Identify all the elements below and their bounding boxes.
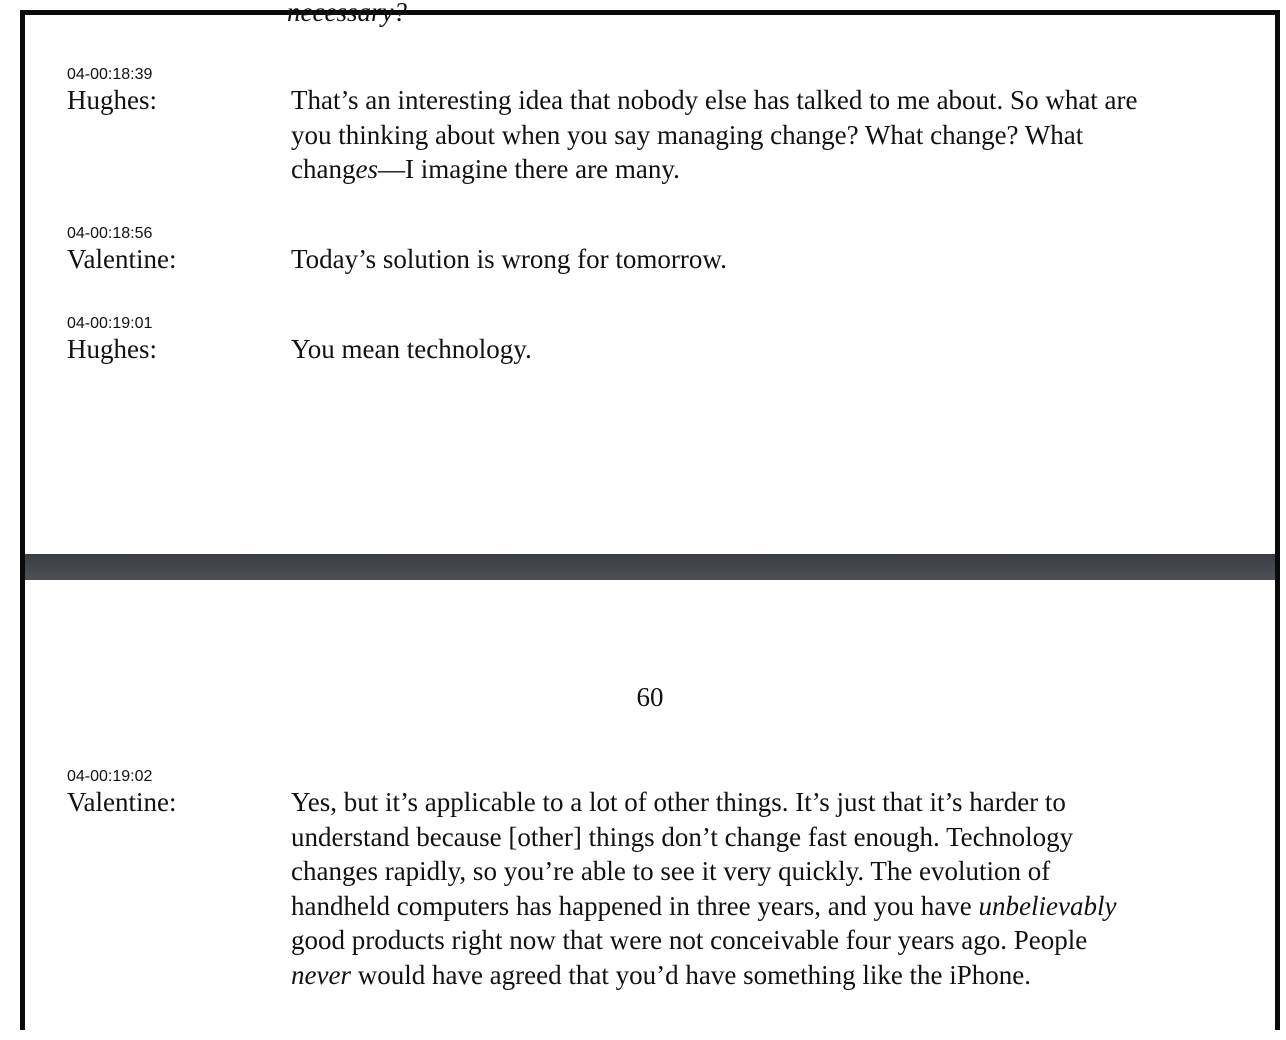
speech-line: good products right now that were not conceivable four years ago. People	[291, 925, 1088, 955]
cutoff-text-line: necessary?	[287, 0, 407, 27]
speech-text	[291, 332, 532, 367]
speech-text	[291, 785, 1116, 992]
document-viewer	[20, 0, 1280, 1030]
speaker-name: Hughes:	[67, 85, 157, 115]
speaker-name: Valentine:	[67, 787, 177, 817]
page-separator	[25, 554, 1275, 580]
transcript-page-bottom	[25, 580, 1275, 1030]
page-number: 60	[636, 682, 664, 712]
speech-text	[291, 83, 1138, 187]
entry-timestamp: 04-00:19:01	[67, 315, 153, 332]
speech-line: changes rapidly, so you’re able to see it very quickly. The evolution of	[291, 856, 1051, 886]
entry-timestamp: 04-00:18:39	[67, 66, 153, 83]
entry-timestamp: 04-00:18:56	[67, 225, 153, 242]
transcript-page-top	[25, 0, 1275, 554]
speech-line: That’s an interesting idea that nobody else has talked to me about. So what are	[291, 85, 1138, 115]
speech-text	[291, 242, 727, 277]
speech-line: You mean technology.	[291, 334, 532, 364]
speech-line: handheld computers has happened in three years, and you have unbelievably	[291, 890, 1117, 921]
speech-line: understand because [other] things don’t change fast enough. Technology	[291, 821, 1074, 852]
speech-line: Yes, but it’s applicable to a lot of other things. It’s just that it’s harder to	[291, 787, 1066, 817]
emphasis-text: never	[291, 959, 351, 990]
speech-line: you thinking about when you say managing change? What change? What	[291, 119, 1084, 150]
speaker-name: Valentine:	[67, 244, 177, 274]
entry-timestamp: 04-00:19:02	[67, 768, 153, 785]
speech-line: changes—I imagine there are many.	[291, 154, 680, 184]
emphasis-text: unbelievably	[978, 890, 1117, 921]
speech-line: Today’s solution is wrong for tomorrow.	[291, 244, 727, 274]
emphasis-text: es	[355, 154, 378, 184]
speaker-name: Hughes:	[67, 334, 157, 364]
speech-line: never would have agreed that you’d have something like the iPhone.	[291, 959, 1032, 990]
